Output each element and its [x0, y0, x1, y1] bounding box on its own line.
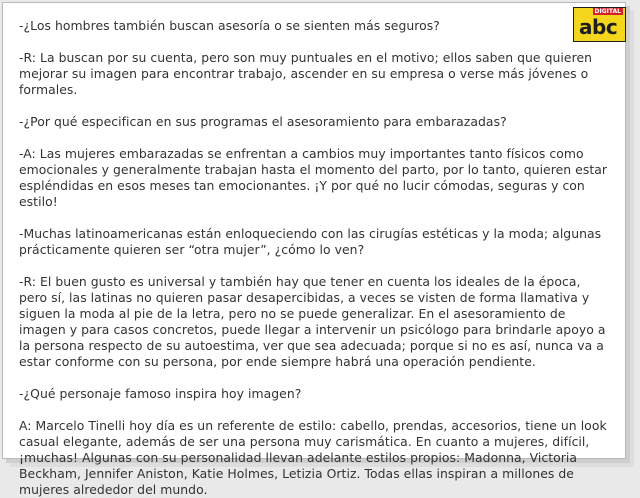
question-paragraph: -Muchas latinoamericanas están enloqueciendo con las cirugías estéticas y la moda; algunas prácticamente quieren ser “otra mujer”, ¿cómo lo ven? [19, 226, 602, 257]
question-paragraph: -¿Los hombres también buscan asesoría o se sienten más seguros? [19, 18, 440, 33]
interview-text [19, 18, 609, 498]
answer-paragraph: -R: El buen gusto es universal y también hay que tener en cuenta los ideales de la época, pero sí, las latinas no quieren pasar desapercibidas, a veces se visten de forma llamativa y siguen la moda al pie de la letra, pero no se puede generalizar. En el asesoramiento de imagen y para casos concretos, puede llegar a intervenir un psicólogo para brindarle apoyo a la persona respecto de su autoestima, ver que sea adecuada; porque si no es así, nunca va a estar conforme con su persona, por ende siempre habrá una operación pendiente. [19, 274, 606, 369]
logo-brand-name: abc [579, 15, 618, 39]
answer-paragraph: -A: Las mujeres embarazadas se enfrentan a cambios muy importantes tanto físicos como emocionales y generalmente trabajan hasta el momento del parto, por lo tanto, quieren estar espléndidas en esos meses tan emocionantes. ¡Y por qué no lucir cómodas, seguras y con estilo! [19, 146, 608, 209]
question-paragraph: -¿Qué personaje famoso inspira hoy imagen? [19, 386, 302, 401]
answer-paragraph: -R: La buscan por su cuenta, pero son muy puntuales en el motivo; ellos saben que quieren mejorar su imagen para encontrar trabajo, ascender en su empresa o verse más jóvenes o formales. [19, 50, 593, 97]
answer-paragraph: A: Marcelo Tinelli hoy día es un referente de estilo: cabello, prendas, accesorios, tiene un look casual elegante, además de ser una persona muy carismática. En cuanto a mujeres, difícil, ¡muchas! Algunas con su personalidad llevan adelante estilos propios: Madonna, Victoria Beckham, Jennifer Aniston, Katie Holmes, Letizia Ortiz. Todas ellas inspiran a millones de mujeres alrededor del mundo. [19, 418, 607, 497]
article-frame [2, 2, 626, 497]
question-paragraph: -¿Por qué especifican en sus programas el asesoramiento para embarazadas? [19, 114, 507, 129]
logo-digital-tag: DIGITAL [594, 8, 621, 15]
